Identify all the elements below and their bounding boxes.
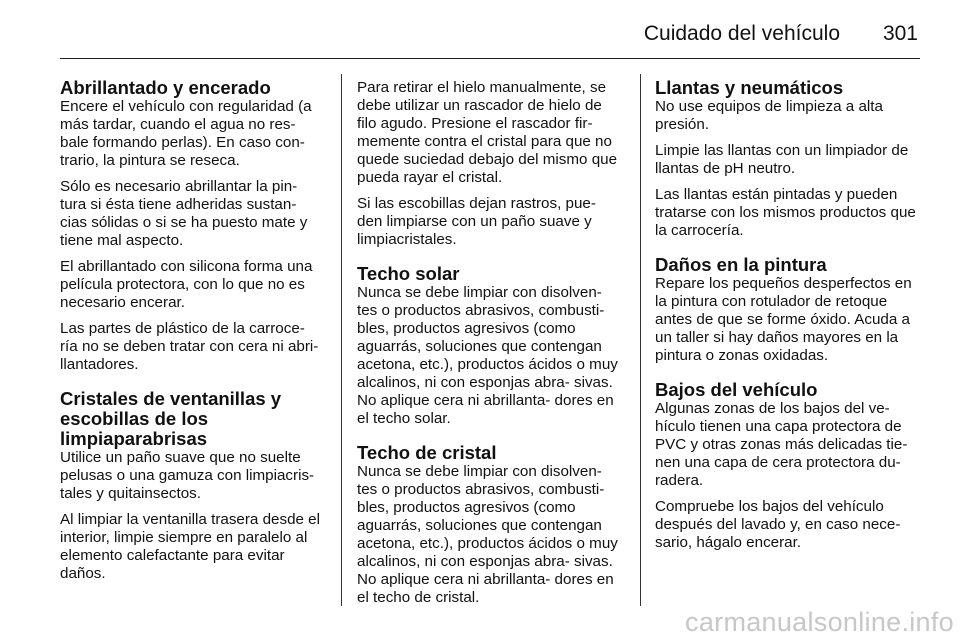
section-heading: Techo de cristal <box>357 442 497 463</box>
section-abrillantado <box>60 78 323 374</box>
header-title: Cuidado del vehículo <box>643 22 840 45</box>
column-3 <box>655 78 918 560</box>
page-header <box>60 18 920 59</box>
paragraph: Algunas zonas de los bajos del ve- hículo tienen una capa protectora de PVC y otras zonas más delicadas tie- nen una capa de cera protectora du- radera. <box>655 400 908 489</box>
column-divider <box>640 74 641 606</box>
watermark: carmanualsonline.info <box>685 607 954 637</box>
section-cristales <box>60 389 323 583</box>
section-heading: Daños en la pintura <box>655 254 827 275</box>
section-danos-pintura <box>655 255 918 365</box>
paragraph: Las partes de plástico de la carroce- ría no se deben tratar con cera ni abri- llantadores. <box>60 320 319 373</box>
section-bajos <box>655 380 918 552</box>
paragraph: Nunca se debe limpiar con disolven- tes o productos abrasivos, combusti- bles, productos agresivos (como aguarrás, soluciones que contengan acetona, etc.), productos ácidos o muy alcalinos, ni con esponjas abra- sivas. No aplique cera ni abrillanta- dores en el techo solar. <box>357 284 618 427</box>
section-techo-solar <box>357 264 620 428</box>
section-techo-cristal <box>357 443 620 607</box>
section-heading: Llantas y neumáticos <box>655 77 844 98</box>
column-2 <box>357 79 620 615</box>
paragraph: Limpie las llantas con un limpiador de llantas de pH neutro. <box>655 142 909 177</box>
paragraph: Sólo es necesario abrillantar la pin- tura si ésta tiene adheridas sustan- cias sólidas o si se ha puesto mate y tiene mal aspecto. <box>60 178 308 249</box>
section-heading: Cristales de ventanillas y escobillas de los limpiaparabrisas <box>60 388 282 449</box>
paragraph: Compruebe los bajos del vehículo después del lavado y, en caso nece- sario, hágalo encerar. <box>655 498 901 551</box>
column-1 <box>60 78 323 591</box>
paragraph: Nunca se debe limpiar con disolven- tes o productos abrasivos, combusti- bles, productos agresivos (como aguarrás, soluciones que contengan acetona, etc.), productos ácidos o muy alcalinos, ni con esponjas abra- sivas. No aplique cera ni abrillanta- dores en el techo de cristal. <box>357 463 618 606</box>
section-llantas <box>655 78 918 240</box>
paragraph: Al limpiar la ventanilla trasera desde el interior, limpie siempre en paralelo al elemento calefactante para evitar daños. <box>60 511 321 582</box>
column-divider <box>341 74 342 606</box>
section-heading: Bajos del vehículo <box>655 379 818 400</box>
paragraph: Repare los pequeños desperfectos en la pintura con rotulador de retoque antes de que se forme óxido. Acuda a un taller si hay daños mayores en la pintura o zonas oxidadas. <box>655 275 912 364</box>
paragraph: No use equipos de limpieza a alta presión. <box>655 98 883 133</box>
section-heading: Techo solar <box>357 263 460 284</box>
section-heading: Abrillantado y encerado <box>60 77 271 98</box>
page-number: 301 <box>882 22 918 45</box>
paragraph: El abrillantado con silicona forma una película protectora, con lo que no es necesario encerar. <box>60 258 313 311</box>
paragraph: Encere el vehículo con regularidad (a más tardar, cuando el agua no res- bale formando perlas). En caso con- trario, la pintura se reseca. <box>60 98 312 169</box>
paragraph: Utilice un paño suave que no suelte pelusas o una gamuza con limpiacris- tales y quitainsectos. <box>60 449 315 502</box>
paragraph: Si las escobillas dejan rastros, pue- den limpiarse con un paño suave y limpiacristales. <box>357 195 596 248</box>
paragraph: Las llantas están pintadas y pueden tratarse con los mismos productos que la carrocería. <box>655 186 916 239</box>
paragraph: Para retirar el hielo manualmente, se debe utilizar un rascador de hielo de filo agudo. Presione el rascador fir- memente contra el cristal para que no quede suciedad debajo del mismo que pueda rayar el cristal. <box>357 79 618 186</box>
